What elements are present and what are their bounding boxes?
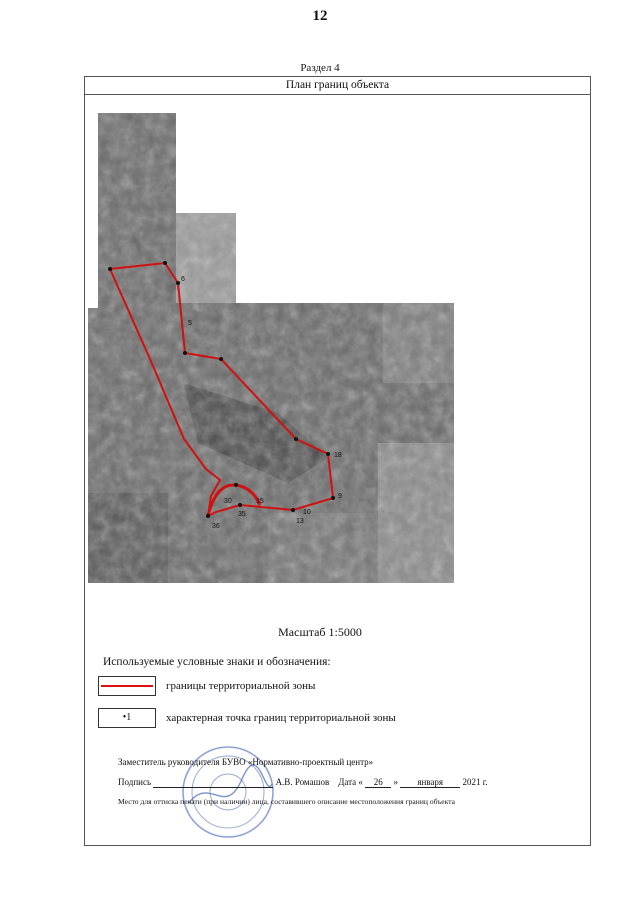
- date-label: Дата «: [338, 777, 363, 787]
- date-day-close: »: [393, 777, 398, 787]
- page-number: 12: [312, 8, 328, 24]
- aerial-photo: [88, 113, 456, 588]
- point-label: 15: [256, 498, 264, 505]
- point-label: 18: [334, 452, 342, 459]
- aerial-map: [88, 113, 456, 588]
- point-label: 5: [188, 320, 192, 327]
- legend-point-symbol: •1: [98, 708, 156, 728]
- legend-point-label: характерная точка границ территориальной зоны: [166, 712, 396, 724]
- date-year: 2021 г.: [462, 777, 488, 787]
- point-label: 6: [181, 276, 185, 283]
- map-scale: Масштаб 1:5000: [278, 625, 362, 639]
- section-label: Раздел 4: [300, 62, 340, 74]
- signer-position: Заместитель руководителя БУВО «Нормативно-проектный центр»: [118, 757, 374, 767]
- date-day: 26: [365, 777, 391, 788]
- point-label: 36: [212, 523, 220, 530]
- stamp-note: Место для оттиска печати (при наличии) лица, составившего описание местоположения границ объекта: [118, 797, 456, 806]
- legend-title: Используемые условные знаки и обозначения:: [103, 656, 331, 668]
- table-title: План границ объекта: [84, 76, 591, 95]
- point-label: 9: [338, 493, 342, 500]
- date-month: января: [400, 777, 460, 788]
- point-label: 10: [303, 509, 311, 516]
- point-label: 35: [238, 511, 246, 518]
- legend-boundary-label: границы территориальной зоны: [166, 680, 316, 692]
- signature-label: Подпись: [118, 777, 152, 787]
- legend-boundary-symbol: [98, 676, 156, 696]
- signer-name: А.В. Ромашов: [275, 777, 330, 787]
- signature-line: [118, 777, 488, 788]
- point-label: 30: [224, 498, 232, 505]
- point-label: 13: [296, 518, 304, 525]
